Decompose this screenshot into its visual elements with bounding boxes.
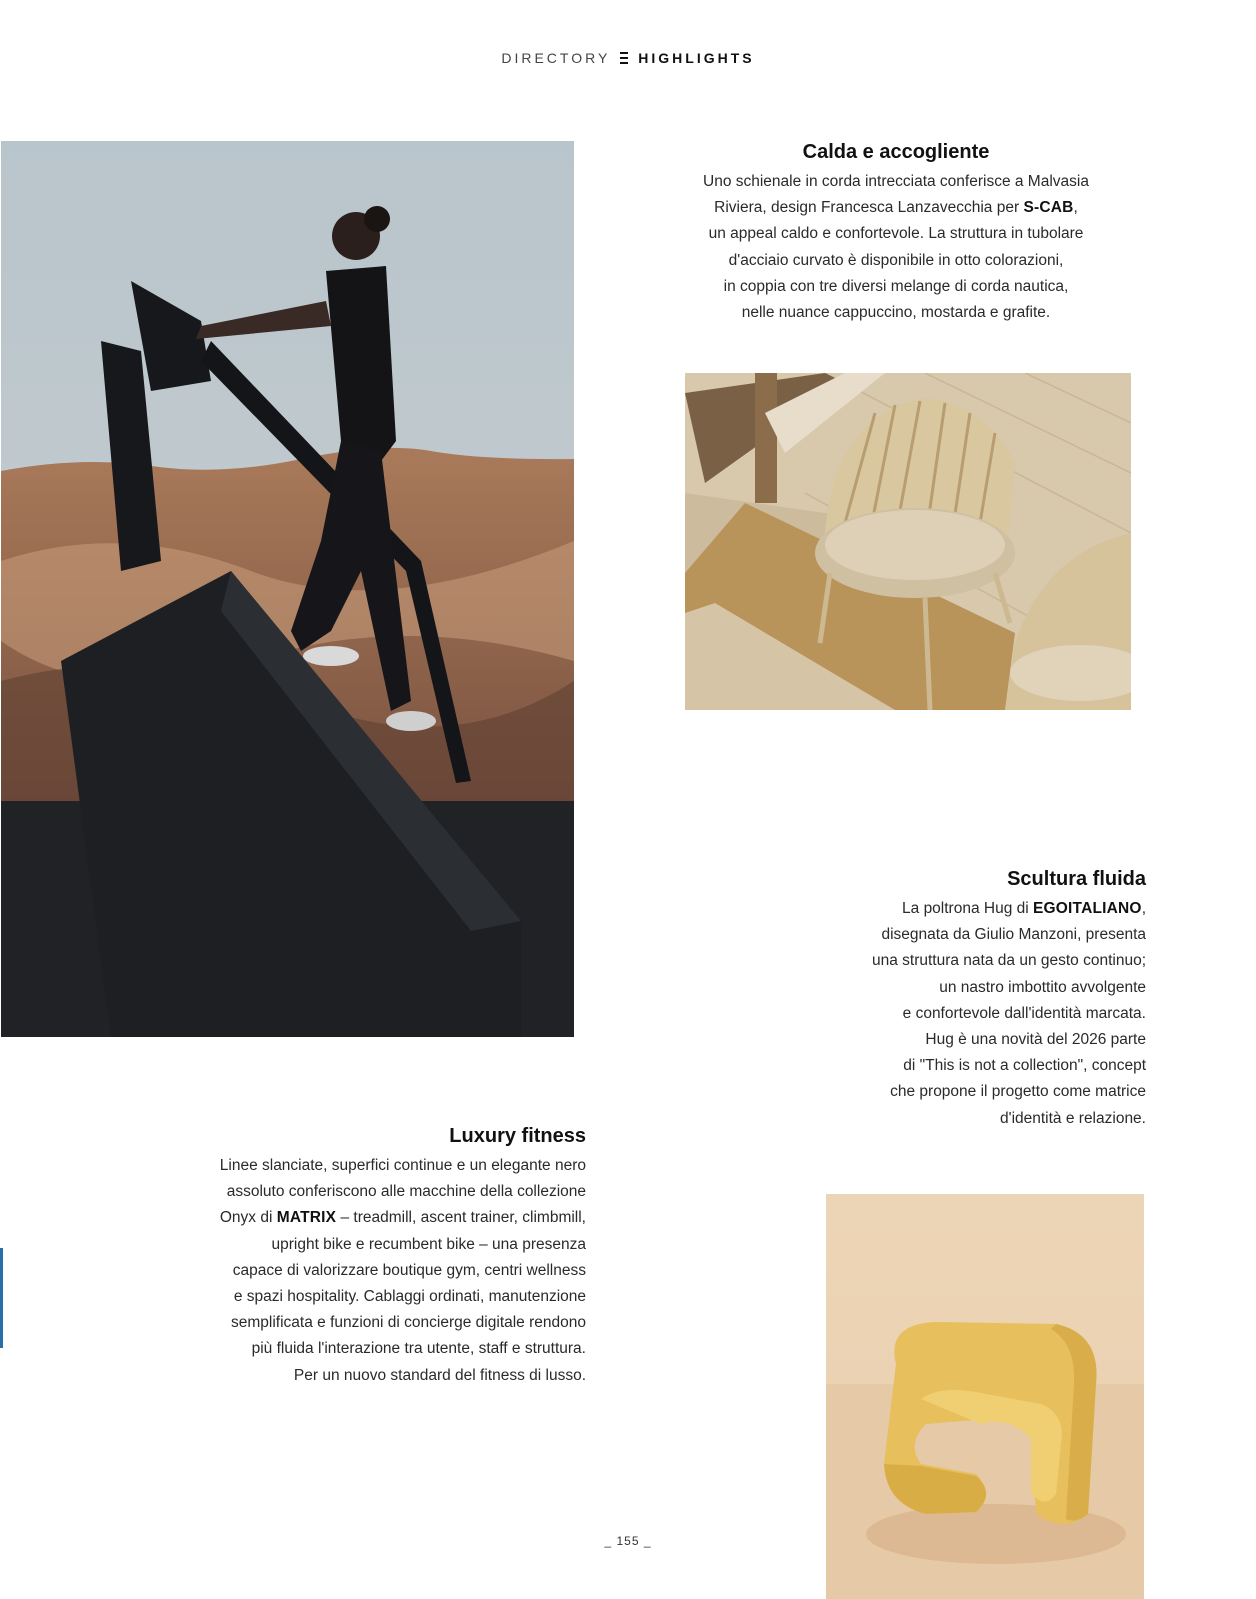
body-line: Hug è una novità del 2026 parte — [925, 1031, 1146, 1049]
fitness-photo — [1, 141, 574, 1037]
body-line: di "This is not a collection", concept — [903, 1057, 1146, 1075]
article-title: Scultura fluida — [1007, 868, 1146, 890]
body-line: un nastro imbottito avvolgente — [939, 978, 1146, 996]
body-line: capace di valorizzare boutique gym, centri wellness — [232, 1261, 586, 1279]
body-line: d'identità e relazione. — [999, 1109, 1146, 1127]
article-body — [100, 1153, 586, 1389]
body-line: semplificata e funzioni di concierge digitale rendono — [231, 1314, 586, 1332]
body-line: Uno schienale in corda intrecciata conferisce a Malvasia — [703, 173, 1089, 190]
body-line: Linee slanciate, superfici continue e un elegante nero — [219, 1157, 586, 1174]
article-title: Calda e accogliente — [802, 141, 990, 163]
triple-bar-icon — [620, 52, 628, 64]
body-line: d'acciaio curvato è disponibile in otto colorazioni, — [728, 251, 1064, 269]
body-line: assoluto conferiscono alle macchine della collezione — [226, 1183, 586, 1201]
page-header — [0, 50, 1256, 66]
body-line: nelle nuance cappuccino, mostarda e grafite. — [741, 304, 1051, 322]
body-line: La poltrona Hug di EGOITALIANO, — [902, 900, 1146, 917]
brand-name: MATRIX — [276, 1209, 337, 1227]
article-body — [700, 896, 1146, 1132]
article-title: Luxury fitness — [449, 1125, 586, 1147]
body-line: un appeal caldo e confortevole. La struttura in tubolare — [708, 225, 1084, 243]
article-scultura — [700, 866, 1146, 1132]
body-line: più fluida l'interazione tra utente, staff e struttura. — [251, 1340, 586, 1358]
body-line: e confortevole dall'identità marcata. — [902, 1004, 1146, 1022]
section-directory: DIRECTORY — [501, 50, 611, 66]
chair-photo — [685, 373, 1131, 710]
body-line: una struttura nata da un gesto continuo; — [871, 952, 1146, 970]
body-line: Onyx di MATRIX – treadmill, ascent trainer, climbmill, — [219, 1209, 586, 1227]
brand-name: S-CAB — [1023, 199, 1074, 217]
body-line: upright bike e recumbent bike – una presenza — [271, 1235, 586, 1253]
article-calda — [660, 139, 1132, 326]
body-line: che propone il progetto come matrice — [890, 1083, 1146, 1101]
body-line: e spazi hospitality. Cablaggi ordinati, manutenzione — [233, 1288, 586, 1306]
body-line: Riviera, design Francesca Lanzavecchia per S-CAB, — [714, 199, 1078, 217]
section-highlights: HIGHLIGHTS — [638, 50, 755, 66]
article-luxury — [100, 1123, 586, 1389]
brand-name: EGOITALIANO — [1033, 900, 1142, 917]
body-line: Per un nuovo standard del fitness di lusso. — [293, 1366, 586, 1384]
body-line: disegnata da Giulio Manzoni, presenta — [881, 926, 1146, 944]
page-number: _ 155 _ — [604, 1534, 652, 1548]
body-line: in coppia con tre diversi melange di corda nautica, — [723, 277, 1069, 295]
accent-stripe — [0, 1248, 3, 1348]
article-body — [660, 169, 1132, 326]
